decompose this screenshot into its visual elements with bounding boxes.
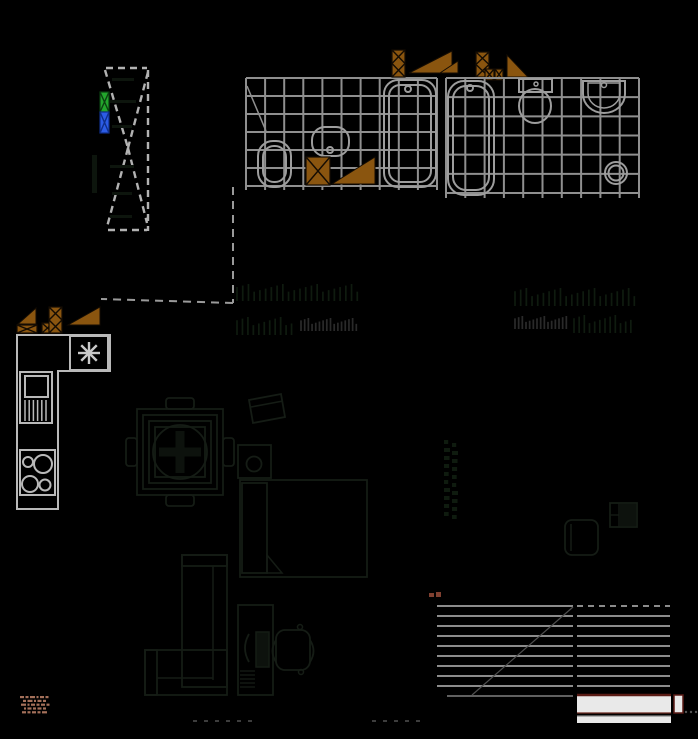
sheet-number-mark-rect [429, 593, 434, 597]
bathroom-b-toilet-dot [534, 82, 538, 86]
riser-marker-blue [100, 112, 109, 133]
stamp-text-patch-rect [37, 696, 39, 698]
room-label-a-line2 [237, 317, 292, 335]
side-chair-rotated [249, 394, 285, 423]
kitchen-sink-unit-rect [25, 376, 48, 397]
stairwell-step-marks-rect [92, 155, 97, 193]
nightstand-knob [247, 457, 262, 472]
bed-outline-rect [242, 483, 267, 573]
desk-chair-dots [298, 625, 304, 675]
stamp-text-patch-rect [28, 707, 32, 709]
kitchen-stove-burners-circle [22, 476, 38, 492]
stamp-text-patch-rect [43, 707, 46, 709]
desk-chair-dots-circle [298, 625, 303, 630]
vertical-label-right-rect [452, 451, 458, 455]
stairwell-step-marks-rect [112, 192, 132, 195]
hall-door-leaves [409, 51, 528, 77]
stamp-text-patch-rect [41, 704, 45, 706]
stamp-text-patch-rect [26, 696, 29, 698]
desk-chair [276, 630, 310, 670]
desk-chair-arms [273, 640, 314, 662]
bathroom-a-door-post [306, 157, 330, 185]
stairwell-dashed-outline-line [128, 72, 148, 148]
tv-cabinet-lines [610, 503, 619, 527]
vertical-label-left-rect [444, 512, 449, 516]
stamp-text-patch-rect [40, 696, 44, 698]
stamp-text-patch-rect [31, 704, 35, 706]
sheet-number-mark-rect [436, 592, 441, 597]
bathroom-b-bathtub-faucet-circle [467, 85, 473, 91]
title-panel-dots-circle [695, 711, 697, 713]
dining-chairs-rect [166, 495, 194, 506]
bathroom-a-tile-grid [246, 78, 437, 190]
bathroom-b-sink-faucet [602, 83, 607, 88]
bed-blanket-fold-polygon [267, 555, 282, 573]
stairwell-step-marks-rect [112, 78, 134, 81]
desk-monitor [256, 632, 269, 667]
sofa-l-shape [145, 555, 227, 695]
room-label-a-line1 [237, 284, 357, 301]
stairwell-dashed-outline-line [128, 148, 147, 223]
vertical-label-right-rect [452, 443, 456, 447]
side-chair-rotated-line [251, 401, 283, 407]
vertical-label-right-rect [452, 507, 457, 511]
bathroom-b-bathtub-faucet [467, 85, 473, 91]
nightstand-knob-circle [247, 457, 262, 472]
bathroom-a-door-swing-line-line [247, 86, 266, 131]
desk-chair-dots-circle [299, 670, 304, 675]
stamp-text-patch-rect [38, 711, 41, 713]
vertical-label-left [444, 440, 450, 516]
vertical-label-right-rect [452, 459, 458, 463]
armchair [565, 520, 598, 555]
vertical-label-right-rect [452, 515, 457, 519]
sofa-l-shape-rect [182, 555, 227, 687]
vertical-label-right-rect [452, 483, 456, 487]
stamp-text-patch-rect [24, 707, 26, 709]
vertical-label-right-rect [452, 491, 458, 495]
stamp-text-patch-rect [28, 711, 31, 713]
bathroom-a-door-leaf-polygon [332, 157, 375, 184]
spec-table-right-rows [577, 616, 670, 686]
vertical-label-left-rect [444, 456, 450, 460]
title-panel-small-rect [674, 695, 683, 713]
desk-chair-rect [276, 630, 310, 670]
stamp-text-patch-rect [23, 700, 26, 702]
bathroom-a-sink [258, 141, 291, 187]
hall-door-leaves-polygon [507, 55, 528, 77]
vertical-label-left-rect [444, 472, 449, 476]
bathroom-a-bathtub-faucet-circle [405, 86, 411, 92]
armchair-rect [565, 520, 598, 555]
desk-monitor-rect [256, 632, 269, 667]
kitchen-door-posts-rect [49, 307, 62, 333]
stamp-text-patch-rect [20, 696, 24, 698]
bed-outline [240, 480, 367, 577]
stamp-text-patch-rect [43, 700, 46, 702]
vertical-label-left-rect [444, 440, 448, 444]
stamp-text-patch-rect [33, 707, 36, 709]
kitchen-door-leaves-polygon [68, 307, 100, 325]
stairwell-step-marks-rect [110, 215, 132, 218]
kitchen-door-leaves-polygon [18, 308, 36, 324]
tv-cabinet-fill-rect [620, 504, 636, 526]
title-panel-small [674, 695, 683, 713]
vertical-label-left-rect [444, 464, 449, 468]
kitchen-stove-burners-circle [34, 455, 52, 473]
stairwell-step-marks-rect [110, 165, 134, 168]
stairwell-step-marks-rect [112, 125, 132, 128]
section-leader-dashed-line [101, 299, 233, 303]
desk-bracket [245, 634, 249, 662]
stamp-text-patch-rect [34, 700, 36, 702]
dining-table-cross [159, 431, 201, 473]
nightstand [238, 445, 271, 478]
stamp-text-patch-rect [37, 704, 40, 706]
kitchen-stove-burners-circle [40, 480, 51, 491]
spec-table-left-rows [437, 606, 573, 686]
desk-bracket-path [245, 634, 249, 662]
stamp-text-patch-rect [32, 711, 36, 713]
kitchen-stove-burners-circle [23, 457, 33, 467]
bathroom-a-door-swing-line [247, 86, 266, 131]
bathroom-b-toilet-dot-circle [534, 82, 538, 86]
title-panel-strip-rect [577, 716, 671, 723]
title-panel-dots-circle [685, 711, 687, 713]
desk-keyboard [240, 671, 255, 687]
sheet-number-mark [429, 592, 441, 597]
stamp-text-patch-rect [46, 696, 49, 698]
sofa-l-shape-rect [182, 555, 227, 566]
vertical-label-left-rect [444, 496, 450, 500]
tv-cabinet-fill [620, 504, 636, 526]
kitchen-lamp-asterisk [78, 342, 100, 364]
dining-chairs-rect [223, 438, 234, 466]
dining-chairs-rect [126, 438, 137, 466]
vertical-label-left-rect [444, 488, 450, 492]
bathroom-a-bathtub-faucet [405, 86, 411, 92]
bathroom-a-door-leaf [332, 157, 375, 184]
hall-door-posts-rect [392, 50, 405, 77]
stamp-text-patch-rect [22, 711, 26, 713]
stamp-text-patch-rect [28, 700, 33, 702]
riser-marker-green [100, 92, 109, 112]
vertical-label-left-rect [444, 504, 449, 508]
vertical-label-right [452, 443, 458, 519]
side-chair-rotated-polygon [249, 394, 285, 423]
stamp-text-patch-rect [38, 700, 42, 702]
room-label-a-dims [301, 318, 356, 331]
stamp-text-patch-rect [42, 711, 47, 713]
stamp-text-patch-rect [28, 704, 30, 706]
spec-table-diagonal [472, 607, 573, 695]
dining-chairs-rect [166, 398, 194, 409]
title-panel-dots [685, 711, 697, 713]
kitchen-stove-burners [22, 455, 52, 492]
sofa-inner-lines [157, 566, 213, 680]
section-leader-dashed [101, 187, 233, 303]
bathroom-a-sink-rect [263, 146, 286, 182]
vertical-label-right-rect [452, 467, 457, 471]
title-panel-dots-circle [690, 711, 692, 713]
sofa-l-shape-rect [145, 650, 157, 695]
kitchen-sink-grate [25, 400, 46, 421]
vertical-label-right-rect [452, 475, 457, 479]
vertical-label-right-rect [452, 499, 458, 503]
stairwell-dashed-outline [105, 68, 148, 231]
bed-blanket-fold [267, 555, 282, 573]
spec-table-diagonal-line [472, 607, 573, 695]
vertical-label-left-rect [444, 480, 448, 484]
title-panel-main [577, 695, 671, 713]
room-label-b-dims [515, 316, 566, 329]
vertical-label-left-rect [444, 448, 450, 452]
title-panel-main-rect [577, 695, 671, 713]
stamp-text-patch-rect [38, 707, 42, 709]
side-chair-rotated-line-line [251, 401, 283, 407]
stamp-text-patch-rect [47, 704, 50, 706]
nightstand-rect [238, 445, 271, 478]
title-panel-strip [577, 716, 671, 723]
stairwell-step-marks-rect [110, 100, 136, 103]
stamp-text-patch-rect [21, 704, 26, 706]
room-label-b-line1 [515, 288, 634, 306]
room-label-b-line2 [574, 315, 631, 333]
bathroom-b-sink-faucet-circle [602, 83, 607, 88]
bathroom-b-tile-grid [446, 78, 639, 198]
bed-outline-rect [240, 480, 367, 577]
stamp-text-patch [20, 696, 50, 713]
stamp-text-patch-rect [30, 696, 35, 698]
